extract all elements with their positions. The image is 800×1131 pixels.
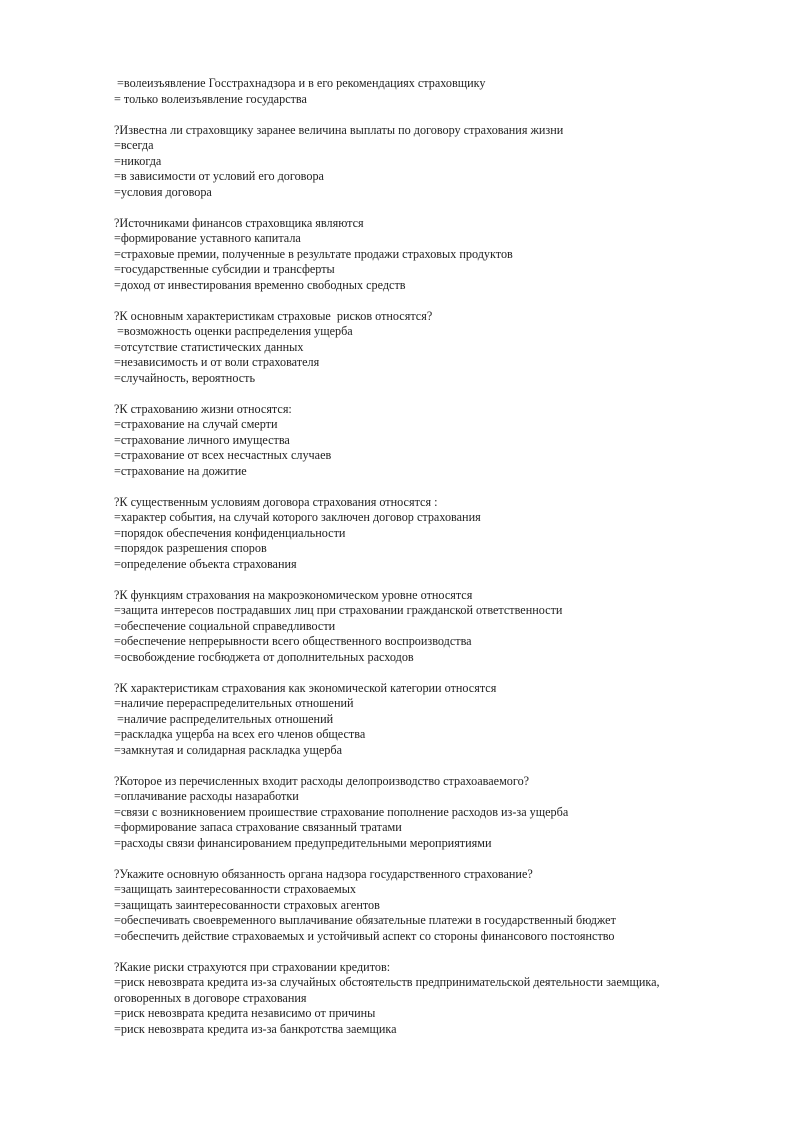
question-text: ?Укажите основную обязанность органа надзора государственного страхование?: [114, 866, 533, 881]
question-block: [114, 76, 774, 107]
answer-option: = только волеизъявление государства: [114, 91, 307, 106]
answer-option: =порядок обеспечения конфиденциальности: [114, 525, 346, 540]
question-text: ?Известна ли страховщику заранее величина выплаты по договору страхования жизни: [114, 122, 564, 137]
answer-option: =связи с возникновением проишествие страхование пополнение расходов из-за ущерба: [114, 804, 569, 819]
answer-option: оговоренных в договоре страхования: [114, 990, 307, 1005]
answer-option: =характер события, на случай которого заключен договор страхования: [114, 510, 481, 524]
answer-option: =страхование от всех несчастных случаев: [114, 448, 332, 462]
question-block: [114, 402, 774, 480]
question-block: [114, 495, 774, 573]
question-block: [114, 681, 774, 759]
answer-option: =освобождение госбюджета от дополнительных расходов: [114, 649, 414, 664]
question-text: ?Которое из перечисленных входит расходы делопроизводство страхоаваемого?: [114, 773, 530, 788]
answer-option: =расходы связи финансированием предупредительными мероприятиями: [114, 835, 492, 850]
document-content: [114, 76, 774, 1053]
question-text: ?Источниками финансов страховщика являются: [114, 215, 364, 230]
answer-option: =страхование на дожитие: [114, 463, 247, 478]
answer-option: =всегда: [114, 138, 154, 152]
answer-option: =риск невозврата кредита из-за банкротства заемщика: [114, 1021, 397, 1036]
question-text: ?К функциям страхования на макроэкономическом уровне относятся: [114, 587, 473, 602]
question-block: [114, 774, 774, 852]
answer-option: =замкнутая и солидарная раскладка ущерба: [114, 742, 342, 757]
question-text: ?К страхованию жизни относятся:: [114, 401, 292, 416]
answer-option: =риск невозврата кредита независимо от причины: [114, 1006, 376, 1020]
question-text: ?К существенным условиям договора страхования относятся :: [114, 494, 438, 509]
answer-option: =возможность оценки распределения ущерба: [114, 324, 353, 338]
answer-option: =наличие перераспределительных отношений: [114, 696, 354, 710]
answer-option: =оплачивание расходы назаработки: [114, 789, 299, 803]
answer-option: =доход от инвестирования временно свободных средств: [114, 277, 406, 292]
answer-option: =отсутствие статистических данных: [114, 339, 304, 354]
answer-option: =страхование личного имущества: [114, 432, 290, 447]
question-text: ?К основным характеристикам страховые рисков относятся?: [114, 308, 433, 323]
answer-option: =формирование уставного капитала: [114, 231, 301, 245]
answer-option: =защищать заинтересованности страховых агентов: [114, 897, 380, 912]
answer-option: =обеспечение социальной справедливости: [114, 618, 336, 633]
answer-option: =страховые премии, полученные в результате продажи страховых продуктов: [114, 246, 513, 261]
answer-option: =обеспечить действие страховаемых и устойчивый аспект со стороны финансового постоянство: [114, 928, 615, 943]
answer-option: =никогда: [114, 153, 162, 168]
answer-option: =обеспечение непрерывности всего общественного воспроизводства: [114, 634, 472, 648]
answer-option: =защита интересов пострадавших лиц при страховании гражданской ответственности: [114, 603, 563, 617]
question-text: ?Какие риски страхуются при страховании кредитов:: [114, 959, 391, 974]
answer-option: =порядок разрешения споров: [114, 541, 267, 555]
answer-option: =условия договора: [114, 184, 212, 199]
answer-option: =страхование на случай смерти: [114, 417, 278, 431]
question-text: ?К характеристикам страхования как экономической категории относятся: [114, 680, 497, 695]
answer-option: =в зависимости от условий его договора: [114, 169, 324, 183]
answer-option: =обеспечивать своевременного выплачивание обязательные платежи в государственный бюджет: [114, 913, 616, 927]
question-block: [114, 216, 774, 294]
answer-option: =наличие распределительных отношений: [114, 711, 334, 726]
question-block: [114, 309, 774, 387]
answer-option: =определение объекта страхования: [114, 556, 297, 571]
question-block: [114, 588, 774, 666]
question-block: [114, 867, 774, 945]
answer-option: =независимость и от воли страхователя: [114, 355, 320, 369]
answer-option: =риск невозврата кредита из-за случайных обстоятельств предпринимательской деятельности заемщика,: [114, 975, 660, 989]
question-block: [114, 960, 774, 1038]
answer-option: =случайность, вероятность: [114, 370, 256, 385]
answer-option: =волеизъявление Госстрахнадзора и в его рекомендациях страховщику: [114, 76, 486, 90]
answer-option: =защищать заинтересованности страховаемых: [114, 882, 356, 896]
question-block: [114, 123, 774, 201]
answer-option: =раскладка ущерба на всех его членов общества: [114, 727, 366, 741]
answer-option: =формирование запаса страхование связанный тратами: [114, 820, 402, 834]
answer-option: =государственные субсидии и трансферты: [114, 262, 335, 276]
